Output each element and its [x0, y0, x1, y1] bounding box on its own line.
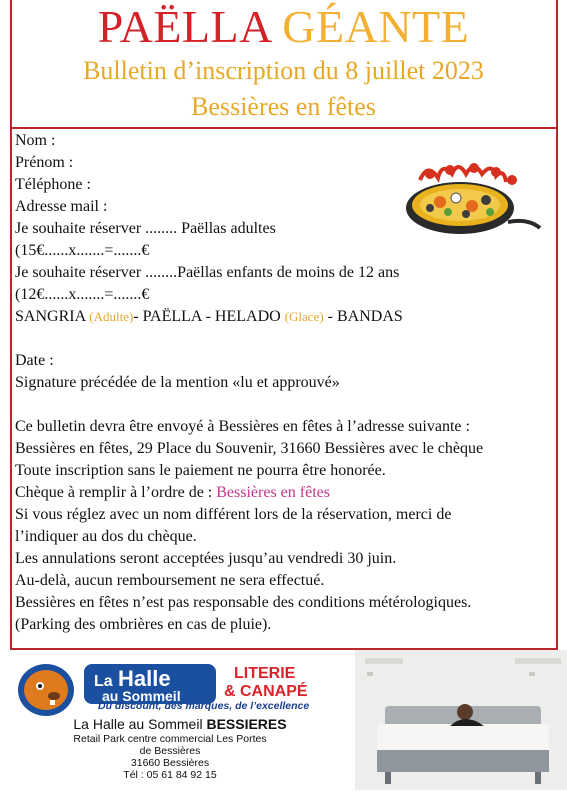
menu-sangria: SANGRIA — [15, 308, 90, 325]
logo-canape: & CANAPÉ — [224, 683, 308, 700]
field-telephone[interactable]: Téléphone : — [15, 176, 91, 193]
logo-sommeil: au Sommeil — [102, 688, 181, 704]
frame-top-border — [10, 127, 558, 129]
store-name-text: La Halle au Sommeil — [73, 716, 207, 732]
cheque-label: Chèque à remplir à l’ordre de : — [15, 484, 217, 501]
menu-line — [15, 306, 555, 328]
bedroom-photo — [355, 650, 567, 790]
phone: Tél : 05 61 84 92 15 — [123, 769, 217, 781]
cheque-payee: Bessières en fêtes — [216, 484, 330, 501]
info-line: Les annulations seront acceptées jusqu’au vendredi 30 juin. — [15, 550, 397, 567]
field-email[interactable]: Adresse mail : — [15, 198, 108, 215]
cheque-line — [15, 482, 555, 504]
logo-halle: Halle — [118, 666, 171, 691]
store-name — [20, 716, 340, 732]
kids-reservation[interactable]: Je souhaite réserver ........Paëllas enfants de moins de 12 ans — [15, 264, 400, 281]
header — [0, 0, 567, 128]
adults-price[interactable]: (15€......x.......=.......€ — [15, 242, 150, 259]
field-nom[interactable]: Nom : — [15, 132, 56, 149]
spacer — [15, 394, 555, 416]
info-line: (Parking des ombrières en cas de pluie). — [15, 616, 272, 633]
address-line: 31660 Bessières — [130, 757, 210, 769]
subtitle: Bulletin d’inscription du 8 juillet 2023 — [83, 56, 484, 85]
menu-sangria-note: (Adulte) — [89, 309, 134, 324]
address-line: Retail Park centre commercial Les Portes — [73, 733, 267, 745]
field-prenom[interactable]: Prénom : — [15, 154, 74, 171]
info-line: Si vous réglez avec un nom différent lors de la réservation, merci de — [15, 506, 452, 523]
info-line: Ce bulletin devra être envoyé à Bessières en fêtes à l’adresse suivante : — [15, 418, 470, 435]
info-line: l’indiquer au dos du chèque. — [15, 528, 197, 545]
title-part2: GÉANTE — [282, 1, 470, 52]
frame-left-border — [10, 0, 12, 650]
info-line: Bessières en fêtes n’est pas responsable des conditions métérologiques. — [15, 594, 472, 611]
beaver-mascot-icon — [18, 664, 74, 716]
menu-paella: - PAËLLA - HELADO — [133, 308, 285, 325]
menu-helado-note: (Glace) — [284, 309, 324, 324]
info-line: Toute inscription sans le paiement ne pourra être honorée. — [15, 462, 386, 479]
field-date[interactable]: Date : — [15, 352, 54, 369]
logo-la: La — [94, 673, 113, 690]
info-line: Au-delà, aucun remboursement ne sera effectué. — [15, 572, 325, 589]
title-part1: PAËLLA — [97, 1, 271, 52]
spacer — [15, 328, 555, 350]
menu-bandas: - BANDAS — [323, 308, 403, 325]
store-city: BESSIERES — [206, 716, 287, 732]
kids-price[interactable]: (12€......x.......=.......€ — [15, 286, 150, 303]
info-line: Bessières en fêtes, 29 Place du Souvenir, 31660 Bessières avec le chèque — [15, 440, 484, 457]
registration-form — [15, 130, 555, 636]
sponsor-logo — [10, 656, 350, 722]
address-line: de Bessières — [139, 745, 201, 757]
frame-right-border — [556, 0, 558, 650]
field-signature[interactable]: Signature précédée de la mention «lu et approuvé» — [15, 374, 340, 391]
adults-reservation[interactable]: Je souhaite réserver ........ Paëllas adultes — [15, 220, 276, 237]
tagline: Du discount, des marques, de l’excellence — [98, 700, 310, 712]
subtitle-organizer: Bessières en fêtes — [191, 92, 376, 121]
page-title — [0, 2, 567, 52]
logo-literie: LITERIE — [234, 665, 296, 682]
